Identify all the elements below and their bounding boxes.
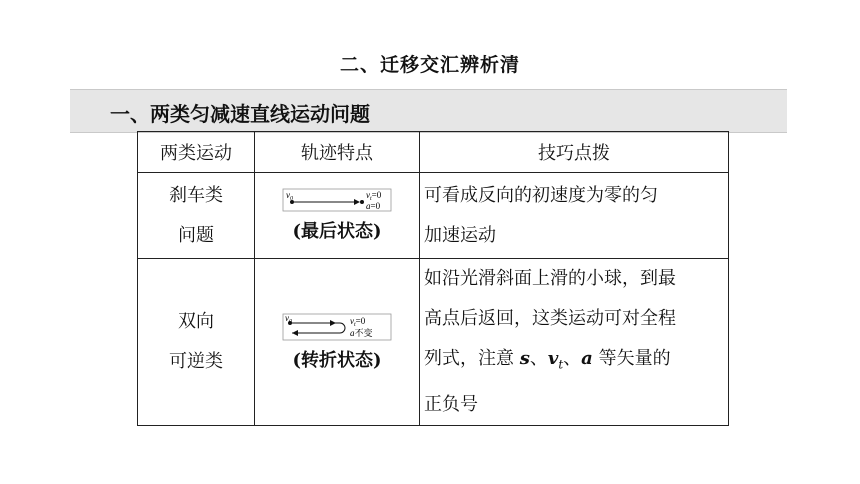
return-arrow-icon: [292, 330, 298, 336]
vt-label: $v_t=0$: [366, 190, 382, 202]
tip-cell: [420, 259, 729, 426]
a-label: a不变: [350, 327, 373, 339]
table-row: [138, 259, 729, 426]
tip-line: 加速运动: [424, 224, 496, 246]
category-line: 可逆类: [169, 351, 223, 372]
trajectory-cell: [255, 173, 420, 259]
table-header-row: [138, 132, 729, 173]
category-line: 双向: [178, 311, 214, 332]
brake-trajectory-diagram: [282, 188, 392, 212]
v0-label: $v_0$: [286, 190, 293, 202]
state-label: (最后状态): [292, 221, 382, 242]
section-banner: [70, 89, 787, 133]
state-label: (转折状态): [292, 349, 382, 371]
tip-line: 列式，注意 s、$v_t$、a 等矢量的: [424, 348, 671, 372]
category-cell: [138, 259, 255, 426]
end-dot: [360, 200, 364, 204]
a-label: a=0: [366, 201, 381, 211]
header-trajectory: 轨迹特点: [255, 132, 420, 173]
vt-label: $v_t=0$: [350, 315, 366, 328]
arrow-head-icon: [354, 199, 360, 205]
tip-cell: [420, 173, 729, 259]
header-tips: 技巧点拨: [420, 132, 729, 173]
trajectory-cell: [255, 259, 420, 426]
motion-table: [137, 131, 729, 426]
return-path: [290, 323, 345, 333]
v0-label: $v_0$: [285, 312, 292, 325]
tip-line: 如沿光滑斜面上滑的小球，到最: [424, 268, 676, 290]
category-cell: [138, 173, 255, 259]
arrow-head-icon: [330, 320, 336, 326]
tip-line: 可看成反向的初速度为零的匀: [424, 184, 658, 206]
tip-line: 正负号: [424, 393, 478, 415]
section-heading: 一、两类匀减速直线运动问题: [110, 102, 370, 126]
header-motion-type: 两类运动: [138, 132, 255, 173]
table-row: [138, 173, 729, 259]
reversible-trajectory-diagram: [282, 313, 392, 341]
tip-line: 高点后返回，这类运动可对全程: [424, 308, 676, 330]
category-line: 刹车类: [169, 184, 223, 206]
page-title: 二、迁移交汇辨析清: [339, 54, 520, 76]
category-line: 问题: [178, 224, 214, 246]
